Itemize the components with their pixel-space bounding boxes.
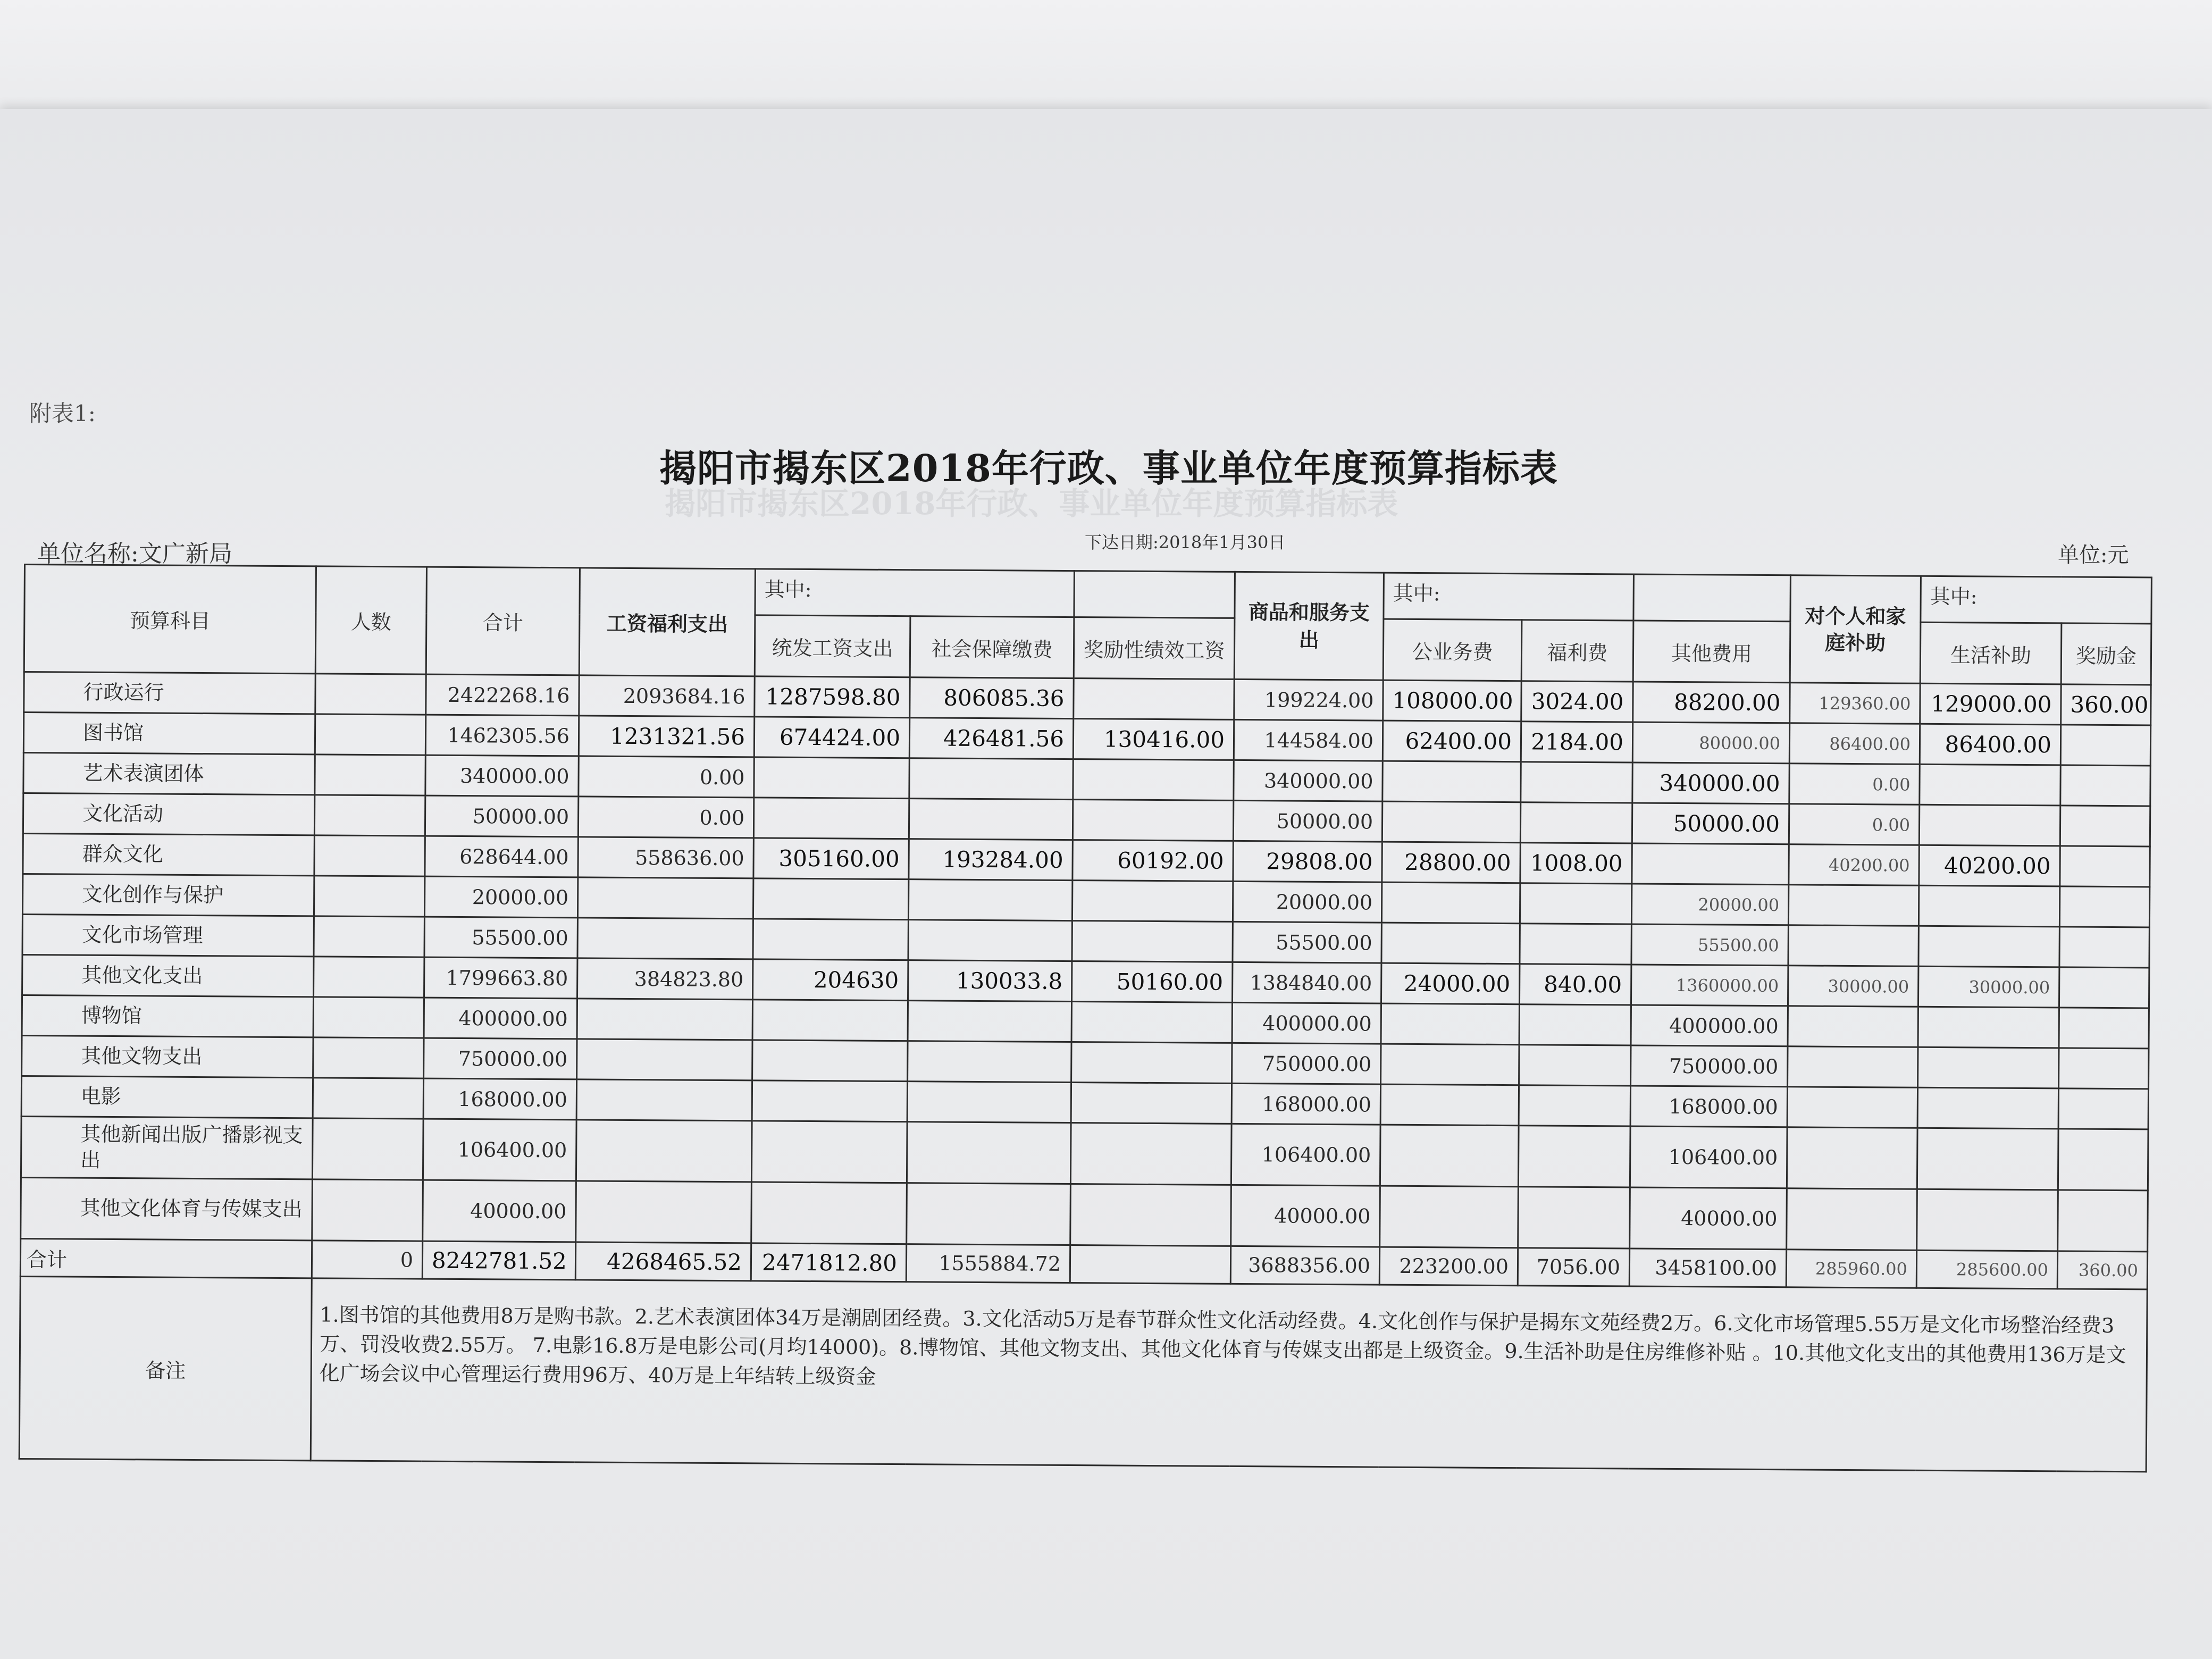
cell-social <box>908 1041 1071 1083</box>
cell-welfare: 3024.00 <box>1521 681 1633 722</box>
cell-personal: 86400.00 <box>1789 723 1920 764</box>
total-goods: 3688356.00 <box>1230 1246 1379 1285</box>
cell-office <box>1381 882 1520 924</box>
row-name: 文化创作与保护 <box>22 874 314 916</box>
cell-other <box>1632 843 1789 885</box>
cell-other: 168000.00 <box>1630 1086 1787 1127</box>
cell-personal <box>1788 885 1918 926</box>
header-personal: 对个人和家庭补助 <box>1790 575 1921 683</box>
cell-goods: 199224.00 <box>1234 679 1383 720</box>
cell-wage: 0.00 <box>579 756 754 798</box>
cell-bonus <box>1070 1123 1231 1185</box>
cell-office: 108000.00 <box>1383 680 1521 722</box>
header-wage: 工资福利支出 <box>579 568 755 676</box>
cell-base <box>752 1040 908 1082</box>
header-subject: 预算科目 <box>24 565 316 674</box>
cell-wage <box>577 877 753 919</box>
cell-other: 106400.00 <box>1630 1126 1787 1188</box>
total-bonus <box>1070 1245 1230 1284</box>
cell-welfare <box>1520 924 1631 965</box>
total-other: 3458100.00 <box>1629 1249 1786 1287</box>
row-name: 图书馆 <box>23 713 315 755</box>
cell-other: 40000.00 <box>1630 1187 1787 1250</box>
cell-welfare <box>1519 1045 1631 1086</box>
cell-other: 750000.00 <box>1631 1045 1788 1087</box>
cell-bonus <box>1073 800 1233 841</box>
cell-welfare <box>1519 1085 1630 1126</box>
total-personal: 285960.00 <box>1786 1250 1916 1288</box>
cell-office <box>1382 801 1520 843</box>
header-bonus: 奖励性绩效工资 <box>1074 617 1235 680</box>
cell-living <box>1918 1047 2059 1088</box>
total-social: 1555884.72 <box>906 1244 1070 1283</box>
header-goods: 商品和服务支出 <box>1234 572 1384 680</box>
cell-goods: 168000.00 <box>1231 1083 1380 1125</box>
cell-living <box>1917 1128 2058 1190</box>
cell-wage: 558636.00 <box>578 837 753 878</box>
cell-award <box>2058 1129 2148 1191</box>
remarks-row <box>19 1276 2147 1471</box>
cell-bonus: 50160.00 <box>1072 961 1233 1003</box>
cell-people <box>315 714 425 755</box>
cell-welfare <box>1520 802 1632 843</box>
totals-label: 合计 <box>20 1238 312 1278</box>
cell-personal: 40200.00 <box>1789 844 1919 885</box>
cell-office <box>1380 1084 1519 1126</box>
cell-people <box>314 795 425 836</box>
row-name: 行政运行 <box>24 672 315 714</box>
bleed-through-text: 揭阳市揭东区2018年行政、事业单位年度预算指标表 <box>665 485 1398 522</box>
background-sheet <box>0 0 2212 128</box>
cell-living: 86400.00 <box>1920 724 2060 765</box>
cell-total: 40000.00 <box>423 1180 576 1242</box>
cell-social <box>909 799 1073 840</box>
cell-people <box>315 755 425 795</box>
cell-award <box>2059 927 2149 968</box>
cell-bonus <box>1072 921 1233 962</box>
cell-award <box>2058 1190 2148 1252</box>
header-bonus-top <box>1074 571 1235 618</box>
cell-goods: 29808.00 <box>1233 841 1382 882</box>
cell-bonus <box>1074 678 1234 720</box>
cell-other: 20000.00 <box>1631 884 1788 925</box>
cell-goods: 50000.00 <box>1233 800 1382 842</box>
cell-award <box>2060 846 2150 887</box>
cell-office <box>1381 923 1520 964</box>
cell-living: 129000.00 <box>1920 683 2061 725</box>
cell-people <box>314 876 424 917</box>
row-name: 其他文物支出 <box>22 1035 313 1077</box>
header-social: 社会保障缴费 <box>910 616 1074 678</box>
cell-living: 40200.00 <box>1919 845 2060 886</box>
cell-total: 1462305.56 <box>425 715 579 756</box>
cell-goods: 340000.00 <box>1234 760 1382 801</box>
cell-personal <box>1788 1046 1918 1087</box>
cell-people <box>313 1078 423 1119</box>
cell-personal <box>1787 1188 1917 1250</box>
total-award: 360.00 <box>2057 1251 2147 1289</box>
cell-other: 88200.00 <box>1633 682 1790 723</box>
row-name: 其他文化体育与传媒支出 <box>21 1177 313 1240</box>
header-award: 奖励金 <box>2061 623 2151 685</box>
cell-base <box>753 798 909 839</box>
row-name: 电影 <box>21 1076 313 1118</box>
cell-wage <box>576 1079 752 1121</box>
remarks-label: 备注 <box>19 1276 312 1460</box>
cell-other: 80000.00 <box>1632 722 1789 764</box>
total-total: 8242781.52 <box>422 1241 575 1280</box>
cell-office <box>1381 1044 1519 1085</box>
budget-table-container <box>19 564 2151 1464</box>
cell-award <box>2060 806 2150 847</box>
cell-bonus <box>1071 1083 1231 1124</box>
row-name: 文化市场管理 <box>22 914 314 956</box>
cell-welfare: 1008.00 <box>1520 843 1632 884</box>
cell-other: 400000.00 <box>1631 1005 1788 1046</box>
cell-social <box>907 1183 1071 1245</box>
cell-people <box>313 997 424 1038</box>
cell-living <box>1920 764 2060 806</box>
cell-other: 1360000.00 <box>1631 965 1788 1006</box>
cell-wage: 1231321.56 <box>579 716 754 757</box>
cell-welfare <box>1519 1004 1631 1045</box>
cell-wage <box>577 999 752 1040</box>
cell-social <box>907 1082 1071 1123</box>
cell-office: 62400.00 <box>1382 720 1521 762</box>
cell-goods: 40000.00 <box>1231 1185 1380 1247</box>
cell-people <box>314 835 425 876</box>
cell-award <box>2059 1008 2149 1049</box>
cell-bonus <box>1073 759 1234 801</box>
document-title: 揭阳市揭东区2018年行政、事业单位年度预算指标表 <box>659 446 1558 490</box>
cell-total: 168000.00 <box>423 1078 576 1120</box>
cell-personal <box>1788 1006 1918 1047</box>
cell-wage <box>576 1181 752 1243</box>
cell-living: 30000.00 <box>1918 966 2059 1008</box>
header-total: 合计 <box>426 567 580 675</box>
cell-other: 50000.00 <box>1632 803 1789 844</box>
cell-social: 193284.00 <box>909 839 1073 881</box>
total-office: 223200.00 <box>1379 1247 1518 1286</box>
cell-base: 1287598.80 <box>755 676 910 718</box>
cell-goods: 750000.00 <box>1232 1043 1381 1084</box>
unit-name: 单位名称:文广新局 <box>37 540 232 567</box>
cell-base: 305160.00 <box>753 838 909 879</box>
cell-total: 55500.00 <box>424 917 577 958</box>
cell-people <box>314 916 424 957</box>
cell-base <box>753 878 908 920</box>
cell-total: 340000.00 <box>425 755 579 797</box>
issue-date: 下达日期:2018年1月30日 <box>1085 532 1286 552</box>
header-welfare: 福利费 <box>1521 620 1633 682</box>
cell-welfare <box>1518 1126 1630 1187</box>
header-people: 人数 <box>315 566 426 674</box>
header-wage-base: 统发工资支出 <box>755 615 910 677</box>
cell-goods: 106400.00 <box>1231 1124 1380 1186</box>
cell-award: 360.00 <box>2061 684 2151 725</box>
cell-bonus <box>1070 1184 1231 1246</box>
cell-total: 106400.00 <box>423 1119 576 1181</box>
total-people: 0 <box>312 1241 422 1279</box>
cell-living <box>1917 1189 2058 1251</box>
total-living: 285600.00 <box>1916 1250 2057 1289</box>
row-name: 博物馆 <box>22 995 313 1037</box>
row-name: 文化活动 <box>23 793 314 835</box>
cell-total: 50000.00 <box>425 795 578 837</box>
header-office: 公业务费 <box>1383 619 1522 681</box>
cell-goods: 20000.00 <box>1233 881 1381 923</box>
cell-other: 55500.00 <box>1631 924 1788 966</box>
cell-people <box>312 1118 423 1180</box>
cell-wage <box>577 1039 752 1080</box>
cell-office <box>1380 1186 1519 1248</box>
cell-welfare <box>1521 762 1632 803</box>
total-welfare: 7056.00 <box>1518 1248 1629 1286</box>
cell-social <box>907 1122 1071 1184</box>
cell-total: 1799663.80 <box>424 957 577 999</box>
cell-bonus: 60192.00 <box>1073 840 1233 882</box>
cell-personal: 0.00 <box>1789 764 1920 805</box>
cell-wage <box>577 918 753 959</box>
cell-personal: 0.00 <box>1789 804 1919 845</box>
cell-goods: 400000.00 <box>1232 1002 1381 1044</box>
cell-office <box>1382 761 1521 802</box>
cell-total: 628644.00 <box>425 836 578 877</box>
cell-wage: 0.00 <box>578 797 753 838</box>
cell-office <box>1380 1125 1519 1187</box>
cell-award <box>2059 967 2149 1008</box>
cell-social: 130033.8 <box>908 960 1072 1002</box>
remarks-text: 1.图书馆的其他费用8万是购书款。2.艺术表演团体34万是潮剧团经费。3.文化活动5万是春节群众性文化活动经费。4.文化创作与保护是揭东文苑经费2万。6.文化市场管理5.55万是文化市场整治经费3万、罚没收费2.55万。 7.电影16.8万是电影公司(月均14000)。8.博物馆、其他文物支出、其他文化体育与传媒支出都是上级资金。9.生活补助是住房维修补贴 。10.其他文化支出的其他费用136万是文化广场会议中心管理运行费用96万、40万是上年结转上级资金 <box>311 1278 2147 1472</box>
cell-base <box>753 919 908 960</box>
cell-social <box>908 1001 1071 1042</box>
total-base: 2471812.80 <box>751 1243 906 1282</box>
row-name: 艺术表演团体 <box>23 753 315 795</box>
cell-social <box>909 758 1073 800</box>
cell-personal <box>1787 1087 1917 1128</box>
budget-table <box>19 564 2152 1472</box>
cell-living <box>1918 1007 2059 1048</box>
row-name: 其他新闻出版广播影视支出 <box>21 1116 313 1179</box>
cell-people <box>312 1179 423 1241</box>
cell-living <box>1918 885 2059 927</box>
cell-total: 750000.00 <box>424 1038 577 1079</box>
cell-award <box>2059 1048 2149 1089</box>
header-personal-of: 其中: <box>1921 576 2152 624</box>
cell-award <box>2058 1088 2148 1129</box>
cell-social <box>908 879 1072 921</box>
cell-social <box>908 920 1072 961</box>
cell-office: 24000.00 <box>1381 963 1519 1004</box>
cell-personal: 129360.00 <box>1790 683 1920 724</box>
cell-bonus <box>1072 881 1233 922</box>
row-name: 群众文化 <box>23 833 314 875</box>
cell-wage: 384823.80 <box>577 958 753 1000</box>
header-goods-of: 其中: <box>1384 573 1634 621</box>
cell-wage <box>576 1120 752 1182</box>
row-name: 其他文化支出 <box>22 954 314 996</box>
appendix-label: 附表1: <box>29 400 96 426</box>
cell-office <box>1381 1003 1519 1045</box>
cell-award <box>2059 886 2149 927</box>
cell-other: 340000.00 <box>1632 763 1789 804</box>
cell-welfare: 840.00 <box>1519 964 1631 1005</box>
cell-personal <box>1787 1127 1917 1189</box>
cell-award <box>2060 765 2150 806</box>
currency-unit: 单位:元 <box>2058 543 2129 567</box>
cell-goods: 144584.00 <box>1234 719 1382 761</box>
cell-people <box>313 1037 424 1078</box>
cell-bonus <box>1071 1002 1232 1043</box>
cell-base <box>751 1182 907 1244</box>
cell-base <box>752 1000 908 1041</box>
header-other: 其他费用 <box>1633 621 1790 683</box>
cell-living <box>1917 1087 2058 1129</box>
cell-personal <box>1788 925 1918 966</box>
cell-bonus: 130416.00 <box>1073 719 1234 760</box>
cell-total: 20000.00 <box>424 876 577 918</box>
total-wage: 4268465.52 <box>575 1242 751 1281</box>
cell-base <box>754 757 909 799</box>
cell-office: 28800.00 <box>1382 842 1520 883</box>
header-wage-of: 其中: <box>755 569 1075 617</box>
cell-people <box>315 674 426 715</box>
header-living: 生活补助 <box>1920 622 2062 684</box>
cell-award <box>2060 725 2150 766</box>
cell-living <box>1918 926 2059 967</box>
cell-base <box>751 1121 907 1183</box>
header-other-top <box>1633 574 1791 622</box>
cell-goods: 1384840.00 <box>1233 962 1381 1003</box>
cell-base: 674424.00 <box>754 717 909 758</box>
cell-social: 806085.36 <box>910 677 1074 719</box>
cell-goods: 55500.00 <box>1233 921 1381 963</box>
cell-welfare <box>1520 883 1631 924</box>
cell-living <box>1919 805 2060 846</box>
cell-bonus <box>1071 1042 1232 1084</box>
cell-people <box>314 957 424 998</box>
cell-social: 426481.56 <box>909 718 1073 759</box>
cell-total: 2422268.16 <box>426 674 579 716</box>
cell-total: 400000.00 <box>424 998 577 1039</box>
cell-welfare <box>1518 1187 1630 1249</box>
cell-base <box>752 1080 907 1122</box>
cell-base: 204630 <box>753 959 908 1001</box>
cell-welfare: 2184.00 <box>1521 722 1632 763</box>
cell-wage: 2093684.16 <box>579 675 755 717</box>
cell-personal: 30000.00 <box>1788 966 1918 1007</box>
